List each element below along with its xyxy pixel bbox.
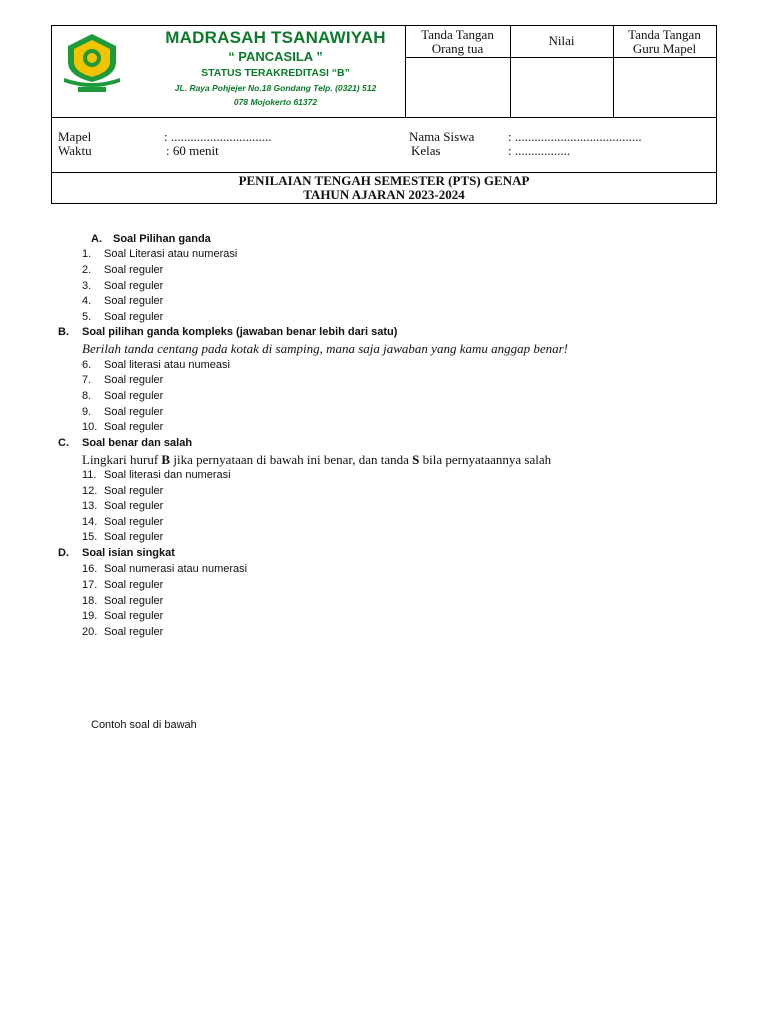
teacher-signature-label-1: Tanda Tangan — [628, 27, 701, 42]
list-item — [82, 610, 163, 623]
item-number: 11. — [82, 469, 97, 481]
section-b-title: Soal pilihan ganda kompleks (jawaban benar lebih dari satu) — [82, 326, 398, 338]
item-text: Soal reguler — [104, 374, 164, 386]
section-b-instruction: Berilah tanda centang pada kotak di samping, mana saja jawaban yang kamu anggap benar! — [82, 341, 569, 356]
item-number: 9. — [82, 406, 92, 418]
list-item — [82, 626, 163, 639]
item-text: Soal reguler — [104, 516, 164, 528]
list-item — [82, 374, 163, 387]
item-number: 3. — [82, 280, 92, 292]
score-header: Nilai — [548, 33, 575, 48]
exam-header — [51, 25, 717, 204]
item-number: 6. — [82, 359, 92, 371]
footer-note: Contoh soal di bawah — [91, 719, 197, 731]
school-address — [148, 81, 403, 109]
student-name-label: Nama Siswa — [409, 129, 475, 144]
waktu-value: : 60 menit — [166, 143, 219, 158]
list-item — [82, 359, 230, 372]
instruction-letter-s: S — [412, 452, 420, 467]
parent-signature-header — [405, 28, 510, 56]
section-c-instruction — [82, 452, 551, 468]
school-accreditation: STATUS TERAKREDITASI “B” — [201, 67, 350, 79]
list-item — [82, 579, 163, 592]
list-item — [82, 264, 163, 277]
school-header-row — [52, 26, 716, 118]
list-item — [82, 390, 163, 403]
item-number: 19. — [82, 610, 98, 622]
exam-title: PENILAIAN TENGAH SEMESTER (PTS) GENAP — [238, 173, 530, 188]
table-divider — [405, 57, 716, 58]
list-item — [82, 248, 237, 261]
parent-signature-label-2: Orang tua — [431, 41, 484, 56]
item-text: Soal reguler — [104, 421, 164, 433]
item-number: 4. — [82, 295, 92, 307]
list-item — [82, 500, 163, 513]
instruction-letter-b: B — [161, 452, 171, 467]
item-number: 15. — [82, 531, 98, 543]
item-number: 20. — [82, 626, 98, 638]
list-item — [82, 531, 163, 544]
item-number: 18. — [82, 595, 98, 607]
item-text: Soal reguler — [104, 406, 164, 418]
school-name: MADRASAH TSANAWIYAH — [165, 28, 386, 47]
mapel-field[interactable]: : ............................... — [164, 129, 272, 144]
student-name-field[interactable]: : ....................................... — [508, 129, 642, 144]
teacher-signature-label-2: Guru Mapel — [632, 41, 697, 56]
list-item — [82, 280, 163, 293]
list-item — [82, 516, 163, 529]
item-text: Soal reguler — [104, 531, 164, 543]
item-number: 10. — [82, 421, 98, 433]
section-c-letter: C. — [58, 437, 69, 449]
item-number: 2. — [82, 264, 92, 276]
section-a-letter: A. — [91, 233, 102, 245]
school-subtitle: “ PANCASILA ” — [228, 49, 323, 64]
item-text: Soal reguler — [104, 610, 164, 622]
item-number: 5. — [82, 311, 92, 323]
school-logo-icon — [58, 32, 126, 94]
mapel-label: Mapel — [58, 129, 92, 144]
section-c-title: Soal benar dan salah — [82, 437, 193, 449]
class-label: Kelas — [411, 143, 441, 158]
item-number: 7. — [82, 374, 92, 386]
item-text: Soal reguler — [104, 264, 164, 276]
item-number: 8. — [82, 390, 92, 402]
list-item — [82, 311, 163, 324]
section-b-letter: B. — [58, 326, 69, 338]
list-item — [82, 563, 247, 576]
item-number: 13. — [82, 500, 98, 512]
student-info-row — [52, 117, 716, 173]
class-field[interactable]: : ................. — [508, 143, 571, 158]
section-d-title: Soal isian singkat — [82, 547, 175, 559]
item-text: Soal reguler — [104, 311, 164, 323]
instruction-text: jika pernyataan di bawah ini benar, dan tanda — [170, 452, 413, 467]
item-number: 12. — [82, 485, 98, 497]
teacher-signature-header — [613, 28, 716, 56]
item-text: Soal reguler — [104, 626, 164, 638]
item-text: Soal literasi dan numerasi — [104, 469, 231, 481]
section-a-title: Soal Pilihan ganda — [113, 233, 211, 245]
school-address-line2: 078 Mojokerto 61372 — [233, 97, 318, 107]
exam-year: TAHUN AJARAN 2023-2024 — [303, 187, 465, 202]
item-text: Soal reguler — [104, 579, 164, 591]
list-item — [82, 595, 163, 608]
item-text: Soal reguler — [104, 390, 164, 402]
waktu-label: Waktu — [58, 143, 92, 158]
item-number: 16. — [82, 563, 98, 575]
item-text: Soal numerasi atau numerasi — [104, 563, 248, 575]
item-text: Soal literasi atau numeasi — [104, 359, 230, 371]
list-item — [82, 406, 163, 419]
list-item — [82, 421, 163, 434]
school-address-line1: JL. Raya Pohjejer No.18 Gondang Telp. (0321) 512 — [174, 83, 377, 93]
item-text: Soal Literasi atau numerasi — [104, 248, 238, 260]
item-text: Soal reguler — [104, 595, 164, 607]
instruction-text: bila pernyataannya salah — [419, 452, 552, 467]
list-item — [82, 469, 231, 482]
list-item — [82, 485, 163, 498]
item-number: 17. — [82, 579, 98, 591]
list-item — [82, 295, 163, 308]
item-text: Soal reguler — [104, 280, 164, 292]
item-text: Soal reguler — [104, 295, 164, 307]
instruction-text: Lingkari huruf — [82, 452, 162, 467]
exam-title-row — [52, 173, 716, 203]
item-text: Soal reguler — [104, 485, 164, 497]
parent-signature-label-1: Tanda Tangan — [421, 27, 494, 42]
item-text: Soal reguler — [104, 500, 164, 512]
item-number: 1. — [82, 248, 92, 260]
section-d-letter: D. — [58, 547, 69, 559]
item-number: 14. — [82, 516, 98, 528]
